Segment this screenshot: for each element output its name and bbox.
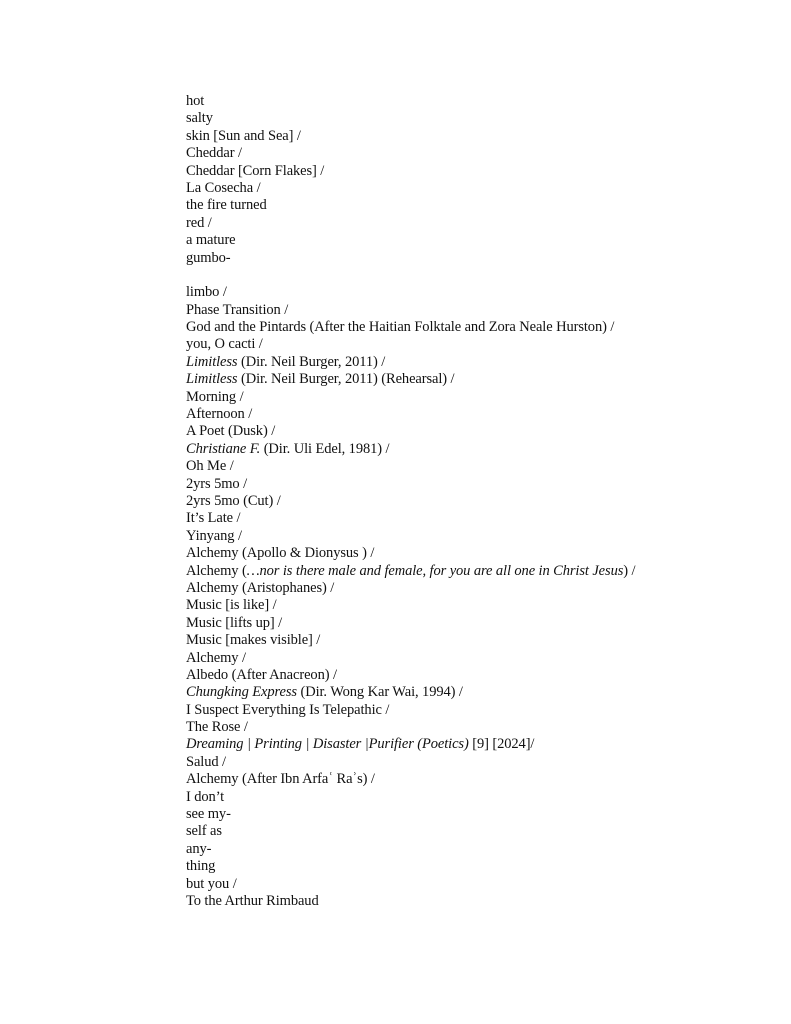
line-text: Alchemy (After Ibn Arfaʿ Raʾs) /	[186, 771, 375, 788]
poem-line	[186, 197, 635, 214]
poem-line	[186, 510, 635, 527]
poem-line	[186, 858, 635, 875]
poem-line	[186, 163, 635, 180]
line-text: Morning /	[186, 388, 244, 405]
poem-line	[186, 423, 635, 440]
poem-line	[186, 250, 635, 267]
stanza-break	[186, 267, 635, 284]
poem-line	[186, 650, 635, 667]
poem-line	[186, 563, 635, 580]
line-text: any-	[186, 840, 212, 857]
poem-line	[186, 180, 635, 197]
poem-line	[186, 128, 635, 145]
line-text: Cheddar /	[186, 145, 242, 162]
line-text: see my-	[186, 806, 231, 823]
line-text: [9] [2024]/	[468, 736, 535, 753]
line-text: (Dir. Uli Edel, 1981) /	[260, 440, 390, 457]
line-text: Afternoon /	[186, 406, 253, 423]
line-text: A Poet (Dusk) /	[186, 423, 276, 440]
poem-line	[186, 93, 635, 110]
italic-title: Limitless	[186, 353, 238, 370]
line-text: (Dir. Wong Kar Wai, 1994) /	[296, 684, 463, 701]
line-text: red /	[186, 214, 212, 231]
line-text: but you /	[186, 875, 237, 892]
poem-line	[186, 823, 635, 840]
line-text: I Suspect Everything Is Telepathic /	[186, 701, 390, 718]
poem-line	[186, 528, 635, 545]
poem-line	[186, 302, 635, 319]
line-text: God and the Pintards (After the Haitian Folktale and Zora Neale Hurston) /	[186, 319, 615, 336]
poem-line	[186, 232, 635, 249]
poem-line	[186, 841, 635, 858]
poem-line	[186, 476, 635, 493]
line-text: Alchemy (Apollo & Dionysus ) /	[186, 545, 375, 562]
poem-line	[186, 893, 635, 910]
italic-title: Dreaming | Printing | Disaster |Purifier (Poetics)	[186, 736, 469, 753]
poem-line	[186, 354, 635, 371]
line-text: salty	[186, 110, 213, 127]
poem-line	[186, 615, 635, 632]
poem-line	[186, 719, 635, 736]
poem-line	[186, 545, 635, 562]
poem-line	[186, 806, 635, 823]
line-text: hot	[186, 93, 205, 109]
line-text: you, O cacti /	[186, 336, 263, 353]
italic-title: Limitless	[186, 371, 238, 388]
line-text: Oh Me /	[186, 458, 234, 475]
line-text: Phase Transition /	[186, 301, 289, 318]
line-text: 2yrs 5mo /	[186, 475, 248, 492]
poem-line	[186, 406, 635, 423]
poem-line	[186, 493, 635, 510]
poem-line	[186, 684, 635, 701]
line-text: Salud /	[186, 753, 226, 770]
line-text: a mature	[186, 232, 236, 249]
poem-line	[186, 441, 635, 458]
line-text: (Dir. Neil Burger, 2011) (Rehearsal) /	[237, 371, 455, 388]
poem-text	[186, 93, 635, 910]
line-text: Music [makes visible] /	[186, 632, 321, 649]
poem-line	[186, 215, 635, 232]
line-text: I don’t	[186, 788, 225, 805]
poem-line	[186, 876, 635, 893]
poem-line	[186, 319, 635, 336]
italic-title: Chungking Express	[186, 684, 297, 701]
line-text: limbo /	[186, 284, 227, 301]
poem-line	[186, 789, 635, 806]
line-text: La Cosecha /	[186, 179, 261, 196]
line-text: Alchemy (Aristophanes) /	[186, 579, 335, 596]
line-text: self as	[186, 823, 222, 840]
line-text: (Dir. Neil Burger, 2011) /	[237, 353, 386, 370]
poem-line	[186, 580, 635, 597]
line-text: the fire turned	[186, 197, 267, 214]
poem-line	[186, 145, 635, 162]
poem-line	[186, 667, 635, 684]
poem-line	[186, 736, 635, 753]
poem-line	[186, 458, 635, 475]
poem-line	[186, 284, 635, 301]
line-prefix: Alchemy (	[186, 562, 247, 579]
line-text: To the Arthur Rimbaud	[186, 892, 319, 909]
line-text: 2yrs 5mo (Cut) /	[186, 492, 281, 509]
line-text: gumbo-	[186, 249, 231, 266]
line-text: Music [lifts up] /	[186, 614, 283, 631]
italic-title: …nor is there male and female, for you are all one in Christ Jesus	[246, 562, 624, 579]
poem-line	[186, 389, 635, 406]
line-text: Cheddar [Corn Flakes] /	[186, 162, 325, 179]
poem-line	[186, 702, 635, 719]
line-text: Albedo (After Anacreon) /	[186, 666, 337, 683]
line-text: It’s Late /	[186, 510, 241, 527]
poem-line	[186, 771, 635, 788]
poem-line	[186, 597, 635, 614]
line-text: thing	[186, 858, 216, 875]
line-text: ) /	[623, 562, 636, 579]
line-text: Music [is like] /	[186, 597, 277, 614]
poem-line	[186, 110, 635, 127]
poem-line	[186, 632, 635, 649]
italic-title: Christiane F.	[186, 440, 261, 457]
line-text: Yinyang /	[186, 527, 242, 544]
line-text: Alchemy /	[186, 649, 246, 666]
poem-line	[186, 336, 635, 353]
poem-line	[186, 371, 635, 388]
line-text: skin [Sun and Sea] /	[186, 127, 301, 144]
poem-line	[186, 754, 635, 771]
line-text: The Rose /	[186, 719, 248, 736]
